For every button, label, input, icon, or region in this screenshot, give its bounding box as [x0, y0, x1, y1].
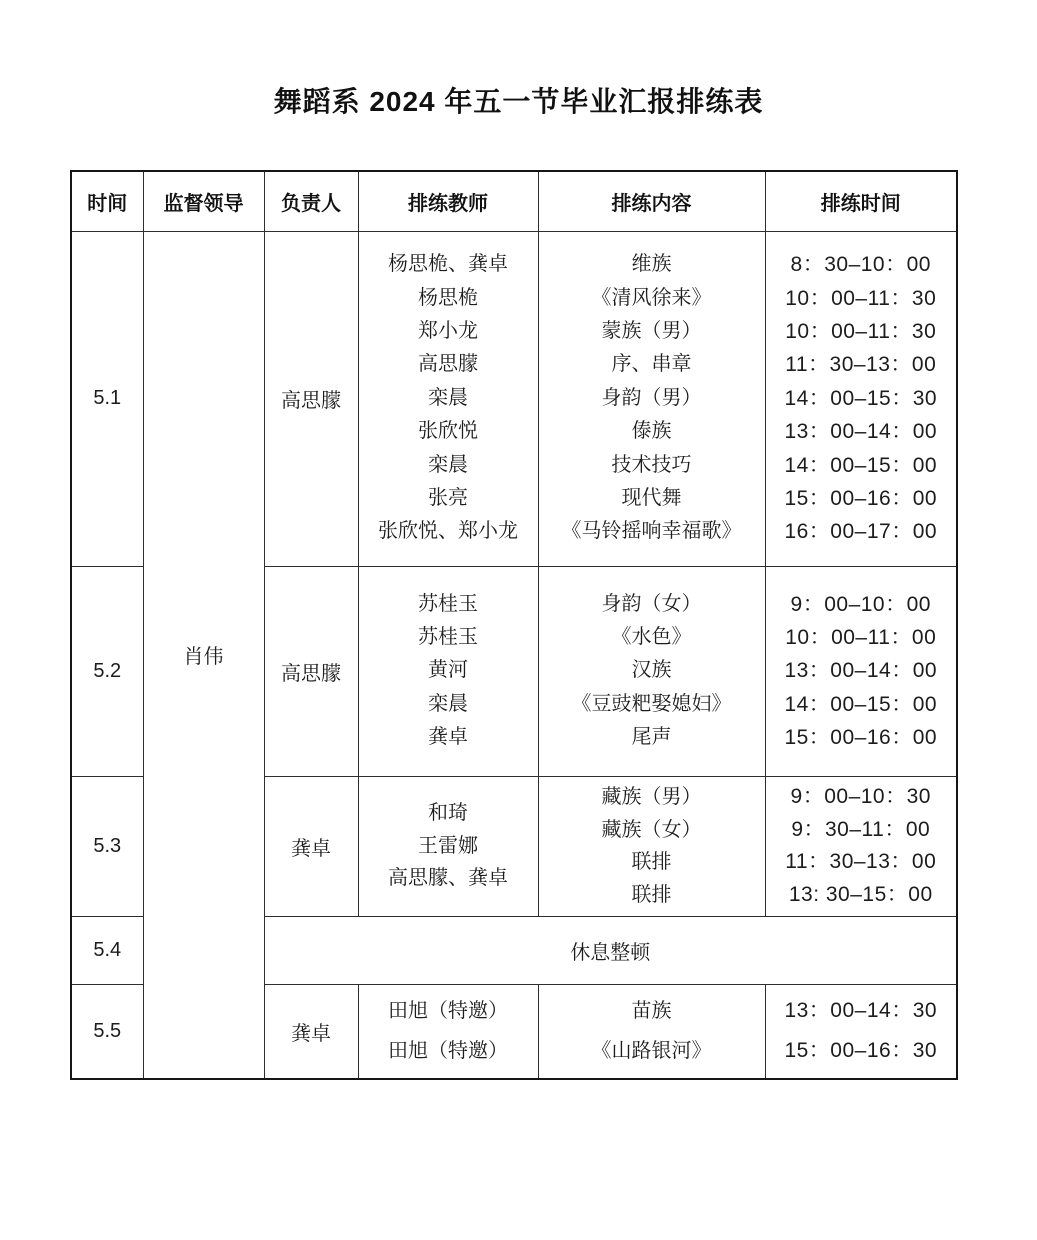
date-cell: 5.2: [71, 566, 143, 776]
teacher-name: 栾晨: [428, 386, 468, 409]
contents-cell: [538, 231, 765, 566]
contents-cell-lines: [539, 588, 765, 755]
teacher-name: 田旭（特邀）: [388, 1040, 508, 1063]
header-rehearsal-teacher: 排练教师: [358, 171, 538, 231]
time-slot: 15：00–16：00: [784, 726, 938, 750]
contents-cell: [538, 984, 765, 1079]
header-rehearsal-content: 排练内容: [538, 171, 765, 231]
teacher-name: 杨思桅: [418, 286, 478, 309]
leader-cell: 龚卓: [264, 984, 358, 1079]
contents-cell-lines: [539, 991, 765, 1071]
teacher-name: 黄河: [428, 659, 468, 682]
time-slot: 13: 30–15：00: [788, 882, 933, 906]
teachers-cell: [358, 566, 538, 776]
time-slot: 8：30–10：00: [790, 253, 931, 277]
table-header-row: [71, 171, 957, 231]
date-cell: 5.4: [71, 916, 143, 984]
rest-note-cell: 休息整顿: [264, 916, 957, 984]
time-slot: 15：00–16：00: [784, 486, 938, 510]
teachers-cell-lines: [359, 991, 538, 1071]
time-slot: 13：00–14：00: [784, 659, 938, 683]
teacher-name: 龚卓: [428, 726, 468, 749]
time-slot: 10：00–11：30: [785, 320, 937, 344]
header-leader: 负责人: [264, 171, 358, 231]
time-slot: 13：00–14：00: [784, 420, 938, 444]
time-slot: 13：00–14：30: [784, 999, 938, 1023]
time-slot: 10：00–11：30: [785, 286, 937, 310]
teacher-name: 高思朦: [418, 353, 478, 376]
time-slot: 11：30–13：00: [785, 353, 937, 377]
header-rehearsal-schedule: 排练时间: [765, 171, 957, 231]
teacher-name: 张欣悦、郑小龙: [378, 520, 518, 543]
teacher-name: 王雷娜: [418, 834, 478, 857]
teachers-cell-lines: [359, 797, 538, 895]
teacher-name: 张欣悦: [418, 420, 478, 443]
teachers-cell: [358, 984, 538, 1079]
teachers-cell: [358, 231, 538, 566]
time-slot: 9：30–11：00: [791, 817, 931, 841]
teacher-name: 苏桂玉: [418, 625, 478, 648]
times-cell: [765, 231, 957, 566]
teacher-name: 苏桂玉: [418, 592, 478, 615]
content-item: 身韵（男）: [601, 386, 702, 409]
content-item: 蒙族（男）: [601, 320, 702, 343]
times-cell-lines: [766, 248, 957, 549]
date-cell: 5.1: [71, 231, 143, 566]
leader-cell: 高思朦: [264, 231, 358, 566]
times-cell: [765, 776, 957, 916]
teacher-name: 栾晨: [428, 453, 468, 476]
content-item: 现代舞: [621, 486, 682, 509]
times-cell-lines: [766, 991, 957, 1071]
time-slot: 15：00–16：30: [784, 1039, 938, 1063]
content-item: 联排: [631, 883, 672, 906]
content-item: 藏族（女）: [601, 818, 702, 841]
content-item: 苗族: [631, 1000, 672, 1023]
leader-cell: 龚卓: [264, 776, 358, 916]
table-row: [71, 231, 957, 566]
rehearsal-schedule-table: [70, 170, 958, 1080]
teacher-name: 田旭（特邀）: [388, 1000, 508, 1023]
page-title: 舞蹈系 2024 年五一节毕业汇报排练表: [273, 86, 764, 117]
teacher-name: 杨思桅、龚卓: [388, 253, 508, 276]
contents-cell: [538, 566, 765, 776]
times-cell-lines: [766, 588, 957, 755]
time-slot: 9：00–10：00: [790, 592, 931, 616]
header-supervisor: 监督领导: [143, 171, 264, 231]
content-item: 汉族: [631, 659, 672, 682]
teachers-cell-lines: [359, 248, 538, 549]
contents-cell: [538, 776, 765, 916]
header-time: 时间: [71, 171, 143, 231]
content-item: 《水色》: [611, 625, 692, 648]
content-item: 藏族（男）: [601, 786, 702, 808]
time-slot: 14：00–15：00: [784, 453, 938, 477]
document-page: [0, 80, 1037, 1240]
teacher-name: 郑小龙: [418, 320, 478, 343]
date-cell: 5.3: [71, 776, 143, 916]
time-slot: 11：30–13：00: [785, 850, 937, 873]
teacher-name: 高思朦、龚卓: [388, 867, 508, 890]
times-cell: [765, 984, 957, 1079]
times-cell-lines: [766, 781, 957, 911]
content-item: 序、串章: [611, 353, 692, 376]
time-slot: 10：00–11：00: [785, 625, 937, 649]
content-item: 《马铃摇响幸福歌》: [561, 520, 742, 543]
content-item: 身韵（女）: [601, 592, 702, 615]
teachers-cell-lines: [359, 588, 538, 755]
content-item: 尾声: [631, 726, 672, 749]
contents-cell-lines: [539, 781, 765, 911]
teacher-name: 张亮: [428, 486, 468, 509]
content-item: 《清风徐来》: [591, 286, 712, 309]
content-item: 联排: [631, 851, 672, 873]
teacher-name: 和琦: [428, 802, 468, 825]
teachers-cell: [358, 776, 538, 916]
time-slot: 14：00–15：00: [784, 692, 938, 716]
contents-cell-lines: [539, 248, 765, 549]
time-slot: 9：00–10：30: [790, 785, 931, 808]
content-item: 傣族: [631, 420, 672, 443]
table-body: [71, 231, 957, 1079]
content-item: 维族: [631, 253, 672, 276]
times-cell: [765, 566, 957, 776]
content-item: 《山路银河》: [591, 1040, 712, 1063]
time-slot: 16：00–17：00: [784, 520, 938, 544]
supervisor-cell: 肖伟: [143, 231, 264, 1079]
leader-cell: 高思朦: [264, 566, 358, 776]
time-slot: 14：00–15：30: [784, 386, 938, 410]
teacher-name: 栾晨: [428, 692, 468, 715]
content-item: 《豆豉粑娶媳妇》: [571, 692, 732, 715]
date-cell: 5.5: [71, 984, 143, 1079]
content-item: 技术技巧: [611, 453, 692, 476]
